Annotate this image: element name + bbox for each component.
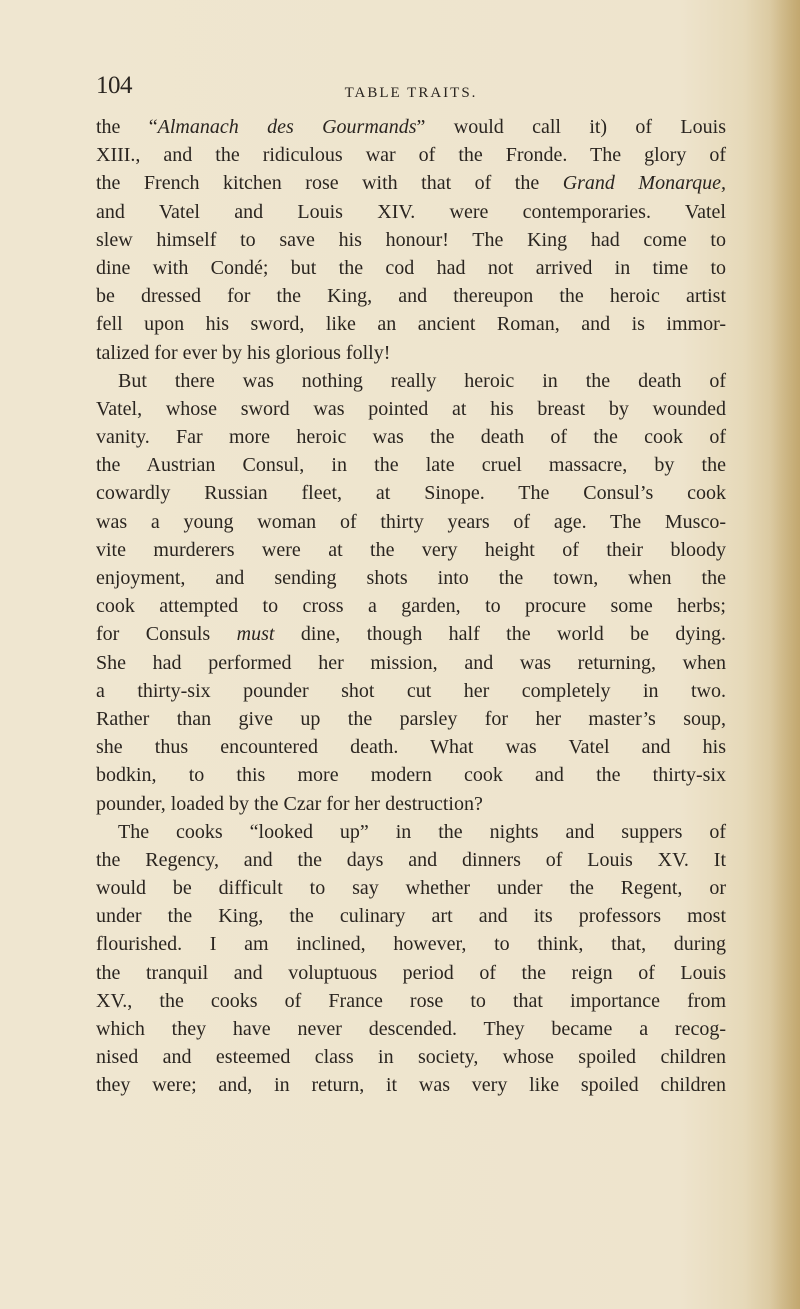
text-line [96, 874, 726, 902]
text-line [96, 1071, 726, 1099]
text-line [96, 226, 726, 254]
text-segment: She had performed her mission, and was returning, when [96, 651, 726, 674]
text-segment: a thirty-six pounder shot cut her completely in two. [96, 679, 726, 702]
text-segment: ” would call it) of Louis [416, 116, 726, 138]
text-segment: they were; and, in return, it was very like spoiled children [96, 1074, 726, 1097]
text-line [96, 395, 726, 423]
text-line [96, 1015, 726, 1043]
text-line [96, 198, 726, 226]
text-segment: vite murderers were at the very height of their bloody [96, 538, 726, 561]
text-segment: bodkin, to this more modern cook and the thirty-six [96, 764, 726, 787]
text-line [96, 620, 726, 648]
text-segment: she thus encountered death. What was Vatel and his [96, 736, 726, 759]
text-line [96, 169, 726, 197]
text-segment: But there was nothing really heroic in the death of [118, 369, 726, 392]
text-line [96, 564, 726, 592]
text-line [96, 367, 726, 395]
text-line [96, 818, 726, 846]
text-segment: would be difficult to say whether under the Regent, or [96, 877, 726, 900]
text-segment: XV., the cooks of France rose to that importance from [96, 989, 726, 1012]
text-segment: The cooks “looked up” in the nights and suppers of [118, 820, 726, 843]
text-segment: be dressed for the King, and thereupon the heroic artist [96, 285, 726, 308]
text-segment: under the King, the culinary art and its professors most [96, 905, 726, 928]
text-segment: was a young woman of thirty years of age. The Musco- [96, 510, 726, 533]
text-segment: XIII., and the ridiculous war of the Fronde. The glory of [96, 144, 726, 167]
italic-text: must [236, 623, 275, 646]
text-line [96, 310, 726, 338]
text-line [96, 705, 726, 733]
text-segment: Vatel, whose sword was pointed at his breast by wounded [96, 397, 726, 420]
text-line [96, 1043, 726, 1071]
text-segment: the “ [96, 116, 158, 138]
running-head: TABLE TRAITS. [344, 85, 478, 101]
text-line [96, 254, 726, 282]
text-segment: pounder, loaded by the Czar for her destruction? [96, 792, 483, 815]
text-segment: cowardly Russian fleet, at Sinope. The Consul’s cook [96, 482, 726, 505]
text-line [96, 592, 726, 620]
text-segment: cook attempted to cross a garden, to procure some herbs; [96, 595, 726, 618]
text-segment: for Consuls [96, 623, 237, 646]
text-line [96, 339, 726, 367]
text-line [96, 761, 726, 789]
page-number: 104 [96, 72, 132, 99]
text-line [96, 451, 726, 479]
text-line [96, 423, 726, 451]
text-line [96, 930, 726, 958]
text-line [96, 790, 726, 818]
text-segment: which they have never descended. They became a recog- [96, 1018, 726, 1040]
text-segment: dine, though half the world be dying. [274, 623, 726, 646]
text-line [96, 902, 726, 930]
text-line [96, 141, 726, 169]
text-line [96, 959, 726, 987]
text-line [96, 733, 726, 761]
body-text [96, 113, 726, 1100]
text-segment: talized for ever by his glorious folly! [96, 341, 391, 364]
text-segment: vanity. Far more heroic was the death of the cook of [96, 426, 726, 449]
text-segment: fell upon his sword, like an ancient Roman, and is immor- [96, 313, 726, 336]
text-line [96, 479, 726, 507]
text-line [96, 987, 726, 1015]
text-line [96, 649, 726, 677]
text-segment: flourished. I am inclined, however, to think, that, during [96, 933, 726, 956]
text-segment: dine with Condé; but the cod had not arrived in time to [96, 256, 726, 279]
text-segment: slew himself to save his honour! The King had come to [96, 228, 726, 251]
italic-text: Almanach des Gourmands [157, 116, 417, 138]
text-segment: and Vatel and Louis XIV. were contemporaries. Vatel [96, 200, 726, 223]
text-line [96, 508, 726, 536]
text-line [96, 677, 726, 705]
italic-text: Grand Monarque, [562, 172, 726, 195]
text-segment: nised and esteemed class in society, whose spoiled children [96, 1046, 726, 1069]
text-segment: the Austrian Consul, in the late cruel massacre, by the [96, 454, 726, 477]
text-segment: the tranquil and voluptuous period of the reign of Louis [96, 961, 726, 984]
page-header [96, 72, 726, 102]
text-segment: the Regency, and the days and dinners of Louis XV. It [96, 848, 726, 871]
text-segment: Rather than give up the parsley for her master’s soup, [96, 707, 726, 730]
page-edge-shadow [770, 0, 800, 1309]
text-segment: enjoyment, and sending shots into the town, when the [96, 567, 726, 589]
text-line [96, 113, 726, 141]
text-line [96, 536, 726, 564]
text-line [96, 282, 726, 310]
text-line [96, 846, 726, 874]
text-segment: the French kitchen rose with that of the [96, 172, 563, 195]
